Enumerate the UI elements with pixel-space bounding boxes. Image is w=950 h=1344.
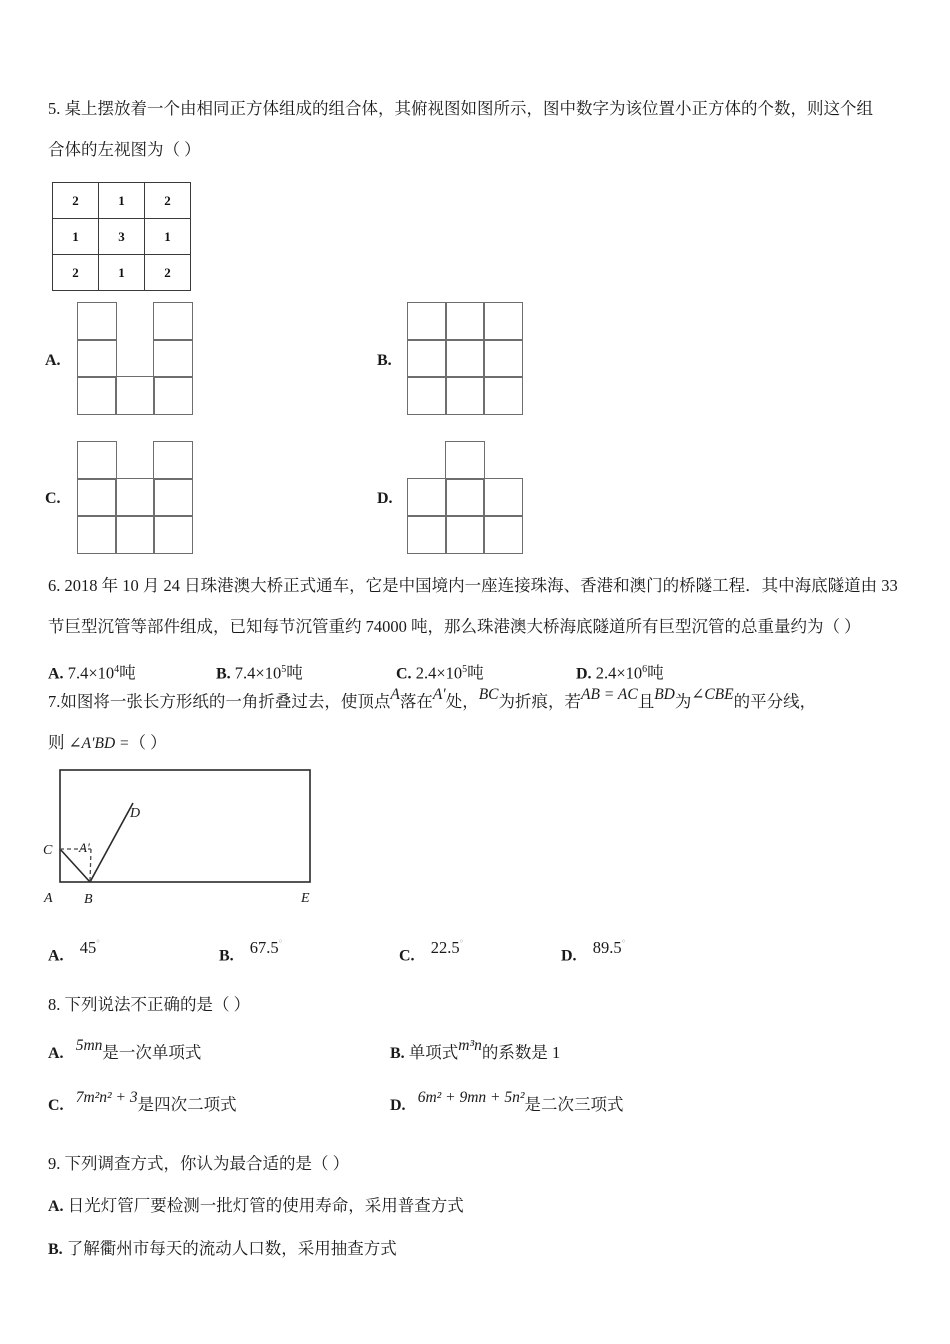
geometry-diagram bbox=[35, 760, 335, 920]
question-5-block bbox=[48, 88, 920, 170]
degree-icon: ° bbox=[459, 938, 464, 948]
math-point-a-prime: A′ bbox=[432, 686, 446, 703]
ray-bd bbox=[90, 803, 133, 882]
label-e: E bbox=[301, 891, 310, 906]
question-7-text-p3: 处， bbox=[445, 692, 479, 711]
question-7-line2-pre: 则 bbox=[48, 733, 65, 752]
option-math: m³n bbox=[458, 1037, 482, 1054]
question-7-option-c[interactable] bbox=[399, 932, 463, 976]
option-text: 是一次单项式 bbox=[102, 1043, 202, 1062]
shape-cell bbox=[483, 302, 523, 341]
shape-cell bbox=[115, 515, 155, 554]
question-5-option-a-label: A. bbox=[45, 352, 61, 369]
question-6-block bbox=[48, 565, 928, 689]
option-label: D. bbox=[576, 665, 592, 683]
label-a: A bbox=[44, 891, 53, 906]
question-5-text-line2: 合体的左视图为（ ） bbox=[48, 140, 201, 159]
shape-cell bbox=[153, 515, 193, 554]
shape-cell-empty bbox=[115, 339, 155, 378]
question-5-option-c-shape[interactable] bbox=[78, 442, 192, 553]
question-5-text-line1: 桌上摆放着一个由相同正方体组成的组合体，其俯视图如图所示，图中数字为该位置小正方体的个数，则这个组 bbox=[64, 99, 873, 118]
grid-cell-r1c0: 1 bbox=[53, 219, 99, 255]
option-label: B. bbox=[48, 1241, 63, 1258]
question-7-text-p2: 落在 bbox=[399, 692, 433, 711]
shape-cell bbox=[77, 478, 117, 517]
shape-cell bbox=[407, 376, 447, 415]
grid-cell-r2c0: 2 bbox=[53, 255, 99, 291]
question-7-option-b[interactable] bbox=[219, 932, 282, 976]
question-7-option-d[interactable] bbox=[561, 932, 625, 976]
option-base: 10 bbox=[264, 663, 282, 683]
degree-icon: ° bbox=[621, 938, 626, 948]
question-6-text-line1: 2018 年 10 月 24 日珠港澳大桥正式通车，它是中国境内一座连接珠海、香港和澳门的桥隧工程．其中海底隧道由 33 bbox=[64, 576, 898, 595]
multiply-icon: × bbox=[88, 663, 98, 683]
shape-cell bbox=[77, 515, 117, 554]
shape-cell bbox=[445, 441, 485, 480]
math-segment-bd: BD bbox=[654, 686, 675, 703]
option-exponent: 4 bbox=[114, 664, 120, 675]
math-angle-abd: ∠A′BD = bbox=[68, 735, 130, 752]
option-mantissa: 2.4 bbox=[595, 663, 617, 683]
question-5-option-b-label: B. bbox=[377, 352, 392, 369]
label-d: D bbox=[130, 806, 141, 821]
question-7-text-p7: 的平分线， bbox=[733, 692, 817, 711]
shape-cell bbox=[153, 339, 193, 378]
shape-cell-empty bbox=[115, 441, 155, 480]
grid-cell-r2c2: 2 bbox=[145, 255, 191, 291]
option-text: 了解衢州市每天的流动人口数，采用抽查方式 bbox=[66, 1239, 397, 1258]
option-label: B. bbox=[219, 947, 234, 965]
option-label: A. bbox=[48, 1198, 64, 1215]
option-mantissa: 7.4 bbox=[67, 663, 89, 683]
grid-cell-r0c2: 2 bbox=[145, 183, 191, 219]
option-math: 7m²n² + 3 bbox=[75, 1089, 138, 1106]
question-7-block bbox=[48, 683, 933, 765]
shape-cell-empty bbox=[115, 302, 155, 341]
grid-cell-r1c2: 1 bbox=[145, 219, 191, 255]
shape-cell-empty bbox=[407, 441, 447, 480]
option-base: 10 bbox=[97, 663, 115, 683]
math-segment-bc: BC bbox=[478, 686, 499, 703]
question-8-option-b[interactable] bbox=[390, 1034, 560, 1073]
option-value: 67.5 bbox=[249, 937, 279, 957]
shape-cell bbox=[407, 302, 447, 341]
question-7-text-p4: 为折痕，若 bbox=[498, 692, 582, 711]
shape-cell bbox=[483, 376, 523, 415]
label-c: C bbox=[43, 843, 53, 858]
shape-cell bbox=[407, 478, 447, 517]
question-5-stem-line1 bbox=[48, 88, 920, 129]
question-9-option-b[interactable] bbox=[48, 1228, 928, 1271]
question-7-figure bbox=[35, 760, 335, 925]
question-8-option-d[interactable] bbox=[390, 1086, 624, 1125]
option-label: C. bbox=[399, 947, 415, 965]
option-unit: 吨 bbox=[119, 663, 136, 683]
option-text: 是二次三项式 bbox=[524, 1095, 624, 1114]
option-mantissa: 7.4 bbox=[234, 663, 256, 683]
question-8-options-row1 bbox=[48, 1034, 928, 1086]
option-label: B. bbox=[216, 665, 231, 683]
question-7-stem-line2 bbox=[48, 722, 933, 765]
question-5-option-a-shape[interactable] bbox=[78, 303, 192, 414]
option-label: A. bbox=[48, 665, 64, 683]
shape-cell bbox=[115, 376, 155, 415]
question-7-option-a[interactable] bbox=[48, 932, 100, 976]
option-label: C. bbox=[396, 665, 412, 683]
question-8-number: 8. bbox=[48, 995, 61, 1014]
option-exponent: 5 bbox=[281, 664, 287, 675]
question-8-options-row2 bbox=[48, 1086, 928, 1138]
rectangle-paper bbox=[60, 770, 310, 882]
question-7-number: 7. bbox=[48, 692, 61, 711]
shape-cell bbox=[483, 478, 523, 517]
question-5-option-c-label: C. bbox=[45, 490, 61, 507]
label-a-prime: A′ bbox=[79, 840, 90, 855]
math-point-a: A bbox=[390, 686, 400, 703]
option-value: 45 bbox=[79, 937, 97, 957]
shape-cell bbox=[77, 339, 117, 378]
option-mantissa: 2.4 bbox=[415, 663, 437, 683]
option-exponent: 6 bbox=[642, 664, 648, 675]
shape-cell bbox=[483, 339, 523, 378]
question-9-text: 下列调查方式，你认为最合适的是（ ） bbox=[64, 1154, 350, 1173]
question-7-options bbox=[48, 932, 928, 970]
shape-cell bbox=[445, 376, 485, 415]
question-7-options-row bbox=[48, 932, 928, 970]
option-label: A. bbox=[48, 1045, 64, 1062]
shape-cell bbox=[153, 302, 193, 341]
option-text: 日光灯管厂要检测一批灯管的使用寿命，采用普查方式 bbox=[67, 1196, 464, 1215]
math-angle-cbe: ∠CBE bbox=[691, 686, 734, 703]
multiply-icon: × bbox=[616, 663, 626, 683]
table-row bbox=[53, 255, 191, 291]
option-unit: 吨 bbox=[286, 663, 303, 683]
question-7-line2-post: （ ） bbox=[129, 733, 167, 752]
shape-cell bbox=[445, 515, 485, 554]
grid-cell-r0c1: 1 bbox=[99, 183, 145, 219]
multiply-icon: × bbox=[255, 663, 265, 683]
question-7-text-p6: 为 bbox=[674, 692, 692, 711]
question-8-text: 下列说法不正确的是（ ） bbox=[64, 995, 251, 1014]
option-math: 6m² + 9mn + 5n² bbox=[417, 1089, 525, 1106]
question-5-stem-line2 bbox=[48, 129, 920, 170]
shape-cell bbox=[445, 339, 485, 378]
grid-cell-r1c1: 3 bbox=[99, 219, 145, 255]
option-value: 22.5 bbox=[430, 937, 460, 957]
table-row bbox=[53, 183, 191, 219]
shape-cell bbox=[153, 376, 193, 415]
question-5-option-d-shape[interactable] bbox=[408, 442, 522, 553]
question-5-option-b-shape[interactable] bbox=[408, 303, 522, 414]
shape-cell bbox=[115, 478, 155, 517]
question-9-option-a[interactable] bbox=[48, 1185, 928, 1228]
question-5-option-d-label: D. bbox=[377, 490, 393, 507]
shape-cell bbox=[77, 441, 117, 480]
degree-icon: ° bbox=[96, 938, 100, 948]
shape-cell bbox=[407, 339, 447, 378]
option-label: A. bbox=[48, 947, 64, 965]
shape-cell bbox=[407, 515, 447, 554]
question-8-option-a[interactable] bbox=[48, 1034, 201, 1073]
grid-cell-r0c0: 2 bbox=[53, 183, 99, 219]
shape-cell bbox=[77, 302, 117, 341]
question-6-number: 6. bbox=[48, 576, 61, 595]
option-label: D. bbox=[561, 947, 577, 965]
math-equation-ab-ac: AB = AC bbox=[581, 686, 638, 703]
question-6-stem-line2 bbox=[48, 606, 928, 647]
dashed-line-aprime-b bbox=[90, 849, 91, 882]
option-value: 89.5 bbox=[592, 937, 622, 957]
question-9-stem bbox=[48, 1143, 928, 1185]
grid-cell-r2c1: 1 bbox=[99, 255, 145, 291]
question-8-option-c[interactable] bbox=[48, 1086, 237, 1125]
option-exponent: 5 bbox=[462, 664, 468, 675]
question-6-text-line2: 节巨型沉管等部件组成，已知每节沉管重约 74000 吨，那么珠港澳大桥海底隧道所有巨型沉管的总重量约为（ ） bbox=[48, 617, 861, 636]
option-base: 10 bbox=[625, 663, 643, 683]
shape-cell bbox=[445, 478, 485, 517]
question-6-stem-line1 bbox=[48, 565, 928, 606]
shape-cell bbox=[153, 478, 193, 517]
question-8-stem bbox=[48, 988, 928, 1022]
question-7-text-p5: 且 bbox=[637, 692, 655, 711]
option-text: 是四次二项式 bbox=[137, 1095, 237, 1114]
question-9-number: 9. bbox=[48, 1154, 61, 1173]
multiply-icon: × bbox=[436, 663, 446, 683]
shape-cell bbox=[483, 515, 523, 554]
question-8-block bbox=[48, 988, 928, 1138]
question-5-number: 5. bbox=[48, 99, 61, 118]
question-9-block bbox=[48, 1143, 928, 1271]
table-row bbox=[53, 219, 191, 255]
shape-cell bbox=[77, 376, 117, 415]
option-label: D. bbox=[390, 1097, 406, 1114]
option-math: 5mn bbox=[75, 1037, 103, 1054]
shape-cell bbox=[153, 441, 193, 480]
option-label: C. bbox=[48, 1097, 64, 1114]
option-base: 10 bbox=[445, 663, 463, 683]
option-unit: 吨 bbox=[467, 663, 484, 683]
option-unit: 吨 bbox=[647, 663, 664, 683]
option-text: 的系数是 1 bbox=[481, 1043, 561, 1062]
shape-cell bbox=[445, 302, 485, 341]
question-7-text-p1: 如图将一张长方形纸的一角折叠过去，使顶点 bbox=[60, 692, 391, 711]
degree-icon: ° bbox=[278, 938, 283, 948]
shape-cell-empty bbox=[483, 441, 523, 480]
option-prefix: 单项式 bbox=[408, 1043, 459, 1062]
question-7-stem-line1 bbox=[48, 683, 933, 722]
top-view-number-grid bbox=[52, 182, 191, 291]
label-b: B bbox=[84, 892, 93, 907]
option-label: B. bbox=[390, 1045, 405, 1062]
